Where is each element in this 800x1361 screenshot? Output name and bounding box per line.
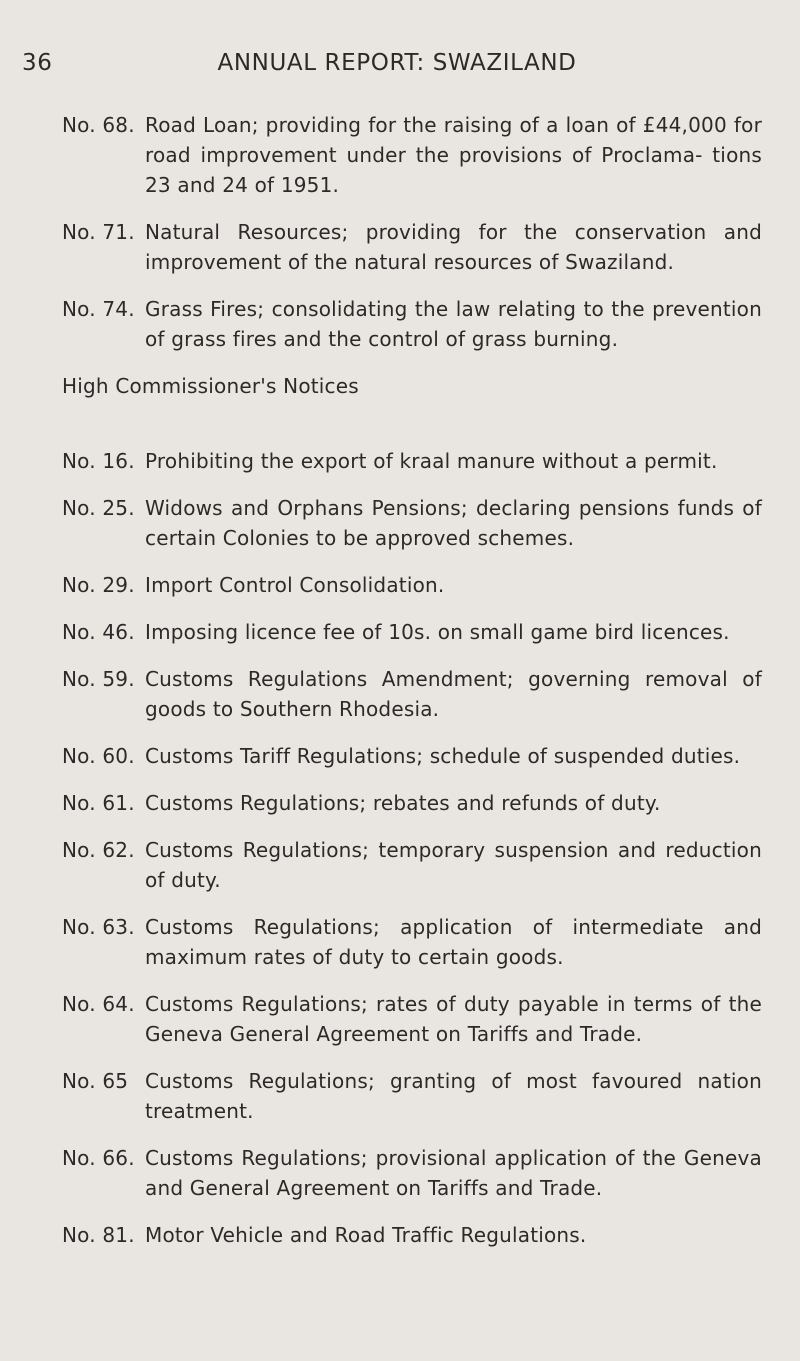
- item-text: Prohibiting the export of kraal manure without a permit.: [145, 449, 718, 473]
- list-item: [62, 1143, 762, 1203]
- item-number: No. 16.: [62, 449, 135, 473]
- list-item: [62, 741, 762, 771]
- list-item: [62, 217, 762, 277]
- item-number: No. 74.: [62, 297, 135, 321]
- item-text: Customs Regulations; provisional application of the Geneva and General Agreement on Tariffs and Trade.: [145, 1146, 762, 1200]
- item-text: Customs Regulations Amendment; governing removal of goods to Southern Rhodesia.: [145, 667, 762, 721]
- list-item: [62, 1066, 762, 1126]
- list-item: [62, 493, 762, 553]
- list-item: [62, 835, 762, 895]
- item-number: No. 64.: [62, 992, 135, 1016]
- item-text: Natural Resources; providing for the conservation and improvement of the natural resources of Swaziland.: [145, 220, 762, 274]
- item-text: Motor Vehicle and Road Traffic Regulations.: [145, 1223, 587, 1247]
- item-text: Customs Regulations; temporary suspension and reduction of duty.: [145, 838, 762, 892]
- list-item: [62, 617, 762, 647]
- list-item: [62, 788, 762, 818]
- page-header: [22, 50, 772, 82]
- item-number: No. 29.: [62, 573, 135, 597]
- item-text: Imposing licence fee of 10s. on small game bird licences.: [145, 620, 730, 644]
- list-item: [62, 570, 762, 600]
- item-text: Import Control Consolidation.: [145, 573, 445, 597]
- item-number: No. 66.: [62, 1146, 135, 1170]
- item-number: No. 60.: [62, 744, 135, 768]
- item-text: Grass Fires; consolidating the law relating to the prevention of grass fires and the control of grass burning.: [145, 297, 762, 351]
- item-text: Customs Tariff Regulations; schedule of suspended duties.: [145, 744, 741, 768]
- item-text: Road Loan; providing for the raising of a loan of £44,000 for road improvement under the provisions of Proclama- tions 23 and 24 of 1951.: [145, 113, 762, 197]
- list-item: [62, 989, 762, 1049]
- item-text: Customs Regulations; application of intermediate and maximum rates of duty to certain goods.: [145, 915, 762, 969]
- section-heading: High Commissioner's Notices: [62, 374, 359, 398]
- item-number: No. 61.: [62, 791, 135, 815]
- item-number: No. 81.: [62, 1223, 135, 1247]
- item-text: Customs Regulations; rates of duty payable in terms of the Geneva General Agreement on Tariffs and Trade.: [145, 992, 762, 1046]
- item-number: No. 62.: [62, 838, 135, 862]
- item-number: No. 65: [62, 1069, 129, 1093]
- list-item: [62, 912, 762, 972]
- list-item: [62, 110, 762, 200]
- item-text: Customs Regulations; granting of most favoured nation treatment.: [145, 1069, 762, 1123]
- list-item: [62, 664, 762, 724]
- item-text: Widows and Orphans Pensions; declaring pensions funds of certain Colonies to be approved schemes.: [145, 496, 762, 550]
- item-number: No. 63.: [62, 915, 135, 939]
- item-number: No. 25.: [62, 496, 135, 520]
- list-item: [62, 294, 762, 354]
- item-number: No. 68.: [62, 113, 135, 137]
- item-text: Customs Regulations; rebates and refunds of duty.: [145, 791, 661, 815]
- list-item: [62, 1220, 762, 1250]
- item-number: No. 46.: [62, 620, 135, 644]
- page-number: 36: [22, 50, 53, 76]
- list-item: [62, 446, 762, 476]
- item-number: No. 59.: [62, 667, 135, 691]
- item-number: No. 71.: [62, 220, 135, 244]
- running-title: ANNUAL REPORT: SWAZILAND: [217, 50, 577, 76]
